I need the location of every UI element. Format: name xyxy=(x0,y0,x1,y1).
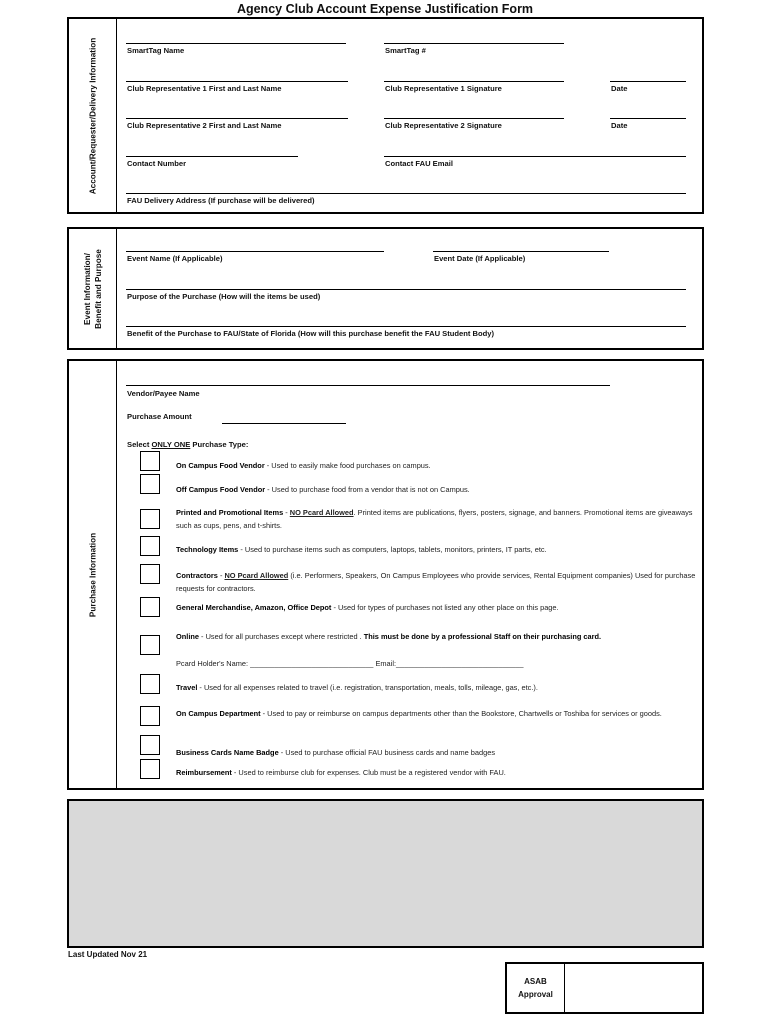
delivery-address-field[interactable] xyxy=(126,193,686,194)
option-online: Online - Used for all purchases except where restricted . This must be done by a professional Staff on their purchasing card. xyxy=(176,632,602,641)
vendor-name-field[interactable] xyxy=(126,385,610,386)
rep2-signature-label: Club Representative 2 Signature xyxy=(385,121,502,130)
form-title: Agency Club Account Expense Justification Form xyxy=(236,2,534,16)
event-date-field[interactable] xyxy=(433,251,609,252)
benefit-label: Benefit of the Purchase to FAU/State of Florida (How will this purchase benefit the FAU Student Body) xyxy=(127,329,495,338)
purchase-info-side-label: Purchase Information xyxy=(88,532,97,617)
event-date-label: Event Date (If Applicable) xyxy=(434,254,526,263)
account-info-section xyxy=(67,17,704,214)
asab-approval-label-cell: ASAB Approval xyxy=(507,964,565,1012)
smarttag-number-label: SmartTag # xyxy=(385,46,426,55)
event-info-side-label: Event Information/ Benefit and Purpose xyxy=(82,248,103,329)
purpose-label: Purpose of the Purchase (How will the items be used) xyxy=(127,292,321,301)
contact-email-label: Contact FAU Email xyxy=(385,159,453,168)
option-business-cards: Business Cards Name Badge - Used to purchase official FAU business cards and name badges xyxy=(176,748,496,757)
delivery-address-label: FAU Delivery Address (If purchase will be delivered) xyxy=(127,196,315,205)
smarttag-name-label: SmartTag Name xyxy=(127,46,185,55)
rep1-date-field[interactable] xyxy=(610,81,686,82)
option-technology: Technology Items - Used to purchase items such as computers, laptops, tablets, monitors, printers, IT parts, etc. xyxy=(176,545,547,554)
account-info-side-label: Account/Requester/Delivery Information xyxy=(88,37,97,194)
smarttag-number-field[interactable] xyxy=(384,43,564,44)
rep1-name-label: Club Representative 1 First and Last Name xyxy=(127,84,282,93)
contact-email-field[interactable] xyxy=(384,156,686,157)
checkbox-printed-promotional[interactable] xyxy=(140,509,160,529)
rep2-date-label: Date xyxy=(611,121,628,130)
option-off-campus-food: Off Campus Food Vendor - Used to purchase food from a vendor that is not on Campus. xyxy=(176,485,470,494)
checkbox-reimbursement[interactable] xyxy=(140,759,160,779)
option-printed-promotional: Printed and Promotional Items - NO Pcard Allowed. Printed items are publications, flyers, posters, signage, and banners. Promotional items are giveaways such as cups, pens, and t-shirts. xyxy=(176,508,693,530)
asab-approval-signature-cell[interactable] xyxy=(565,964,702,1012)
purchase-info-tab xyxy=(69,361,117,788)
checkbox-on-campus-food[interactable] xyxy=(140,451,160,471)
last-updated-label: Last Updated Nov 21 xyxy=(68,950,148,959)
option-reimbursement: Reimbursement - Used to reimburse club for expenses. Club must be a registered vendor with FAU. xyxy=(176,768,506,777)
checkbox-general-merchandise[interactable] xyxy=(140,597,160,617)
checkbox-online[interactable] xyxy=(140,635,160,655)
event-info-tab xyxy=(69,229,117,348)
asab-approval-box xyxy=(505,962,704,1014)
rep2-name-field[interactable] xyxy=(126,118,348,119)
purchase-amount-field[interactable] xyxy=(222,423,346,424)
option-contractors: Contractors - NO Pcard Allowed (i.e. Performers, Speakers, On Campus Employees who provide services, Rental Equipment companies) Used for purchase requests for contractors. xyxy=(176,571,696,593)
event-info-section xyxy=(67,227,704,350)
option-on-campus-department: On Campus Department - Used to pay or reimburse on campus departments other than the Bookstore, Chartwells or Toshiba for services or goods. xyxy=(176,709,662,718)
rep1-date-label: Date xyxy=(611,84,628,93)
checkbox-contractors[interactable] xyxy=(140,564,160,584)
smarttag-name-field[interactable] xyxy=(126,43,346,44)
checkbox-technology[interactable] xyxy=(140,536,160,556)
checkbox-travel[interactable] xyxy=(140,674,160,694)
rep1-name-field[interactable] xyxy=(126,81,348,82)
event-name-field[interactable] xyxy=(126,251,384,252)
vendor-name-label: Vendor/Payee Name xyxy=(127,389,200,398)
select-instruction: Select ONLY ONE Purchase Type: xyxy=(127,440,249,449)
checkbox-off-campus-food[interactable] xyxy=(140,474,160,494)
purchase-amount-label: Purchase Amount xyxy=(127,412,192,421)
benefit-field[interactable] xyxy=(126,326,686,327)
option-general-merchandise: General Merchandise, Amazon, Office Depot - Used for types of purchases not listed any other place on this page. xyxy=(176,603,559,612)
rep1-signature-label: Club Representative 1 Signature xyxy=(385,84,502,93)
option-on-campus-food: On Campus Food Vendor - Used to easily make food purchases on campus. xyxy=(176,461,431,470)
rep2-signature-field[interactable] xyxy=(384,118,564,119)
event-name-label: Event Name (If Applicable) xyxy=(127,254,223,263)
pcard-holder-line[interactable]: Pcard Holder's Name: ______________________________ Email:_______________________________ xyxy=(176,659,524,668)
account-info-tab xyxy=(69,19,117,212)
contact-number-field[interactable] xyxy=(126,156,298,157)
purpose-field[interactable] xyxy=(126,289,686,290)
option-travel: Travel - Used for all expenses related to travel (i.e. registration, transportation, meals, tolls, mileage, gas, etc.). xyxy=(176,683,538,692)
rep2-date-field[interactable] xyxy=(610,118,686,119)
checkbox-business-cards[interactable] xyxy=(140,735,160,755)
contact-number-label: Contact Number xyxy=(127,159,187,168)
rep2-name-label: Club Representative 2 First and Last Name xyxy=(127,121,282,130)
office-use-box xyxy=(67,799,704,948)
checkbox-on-campus-department[interactable] xyxy=(140,706,160,726)
rep1-signature-field[interactable] xyxy=(384,81,564,82)
